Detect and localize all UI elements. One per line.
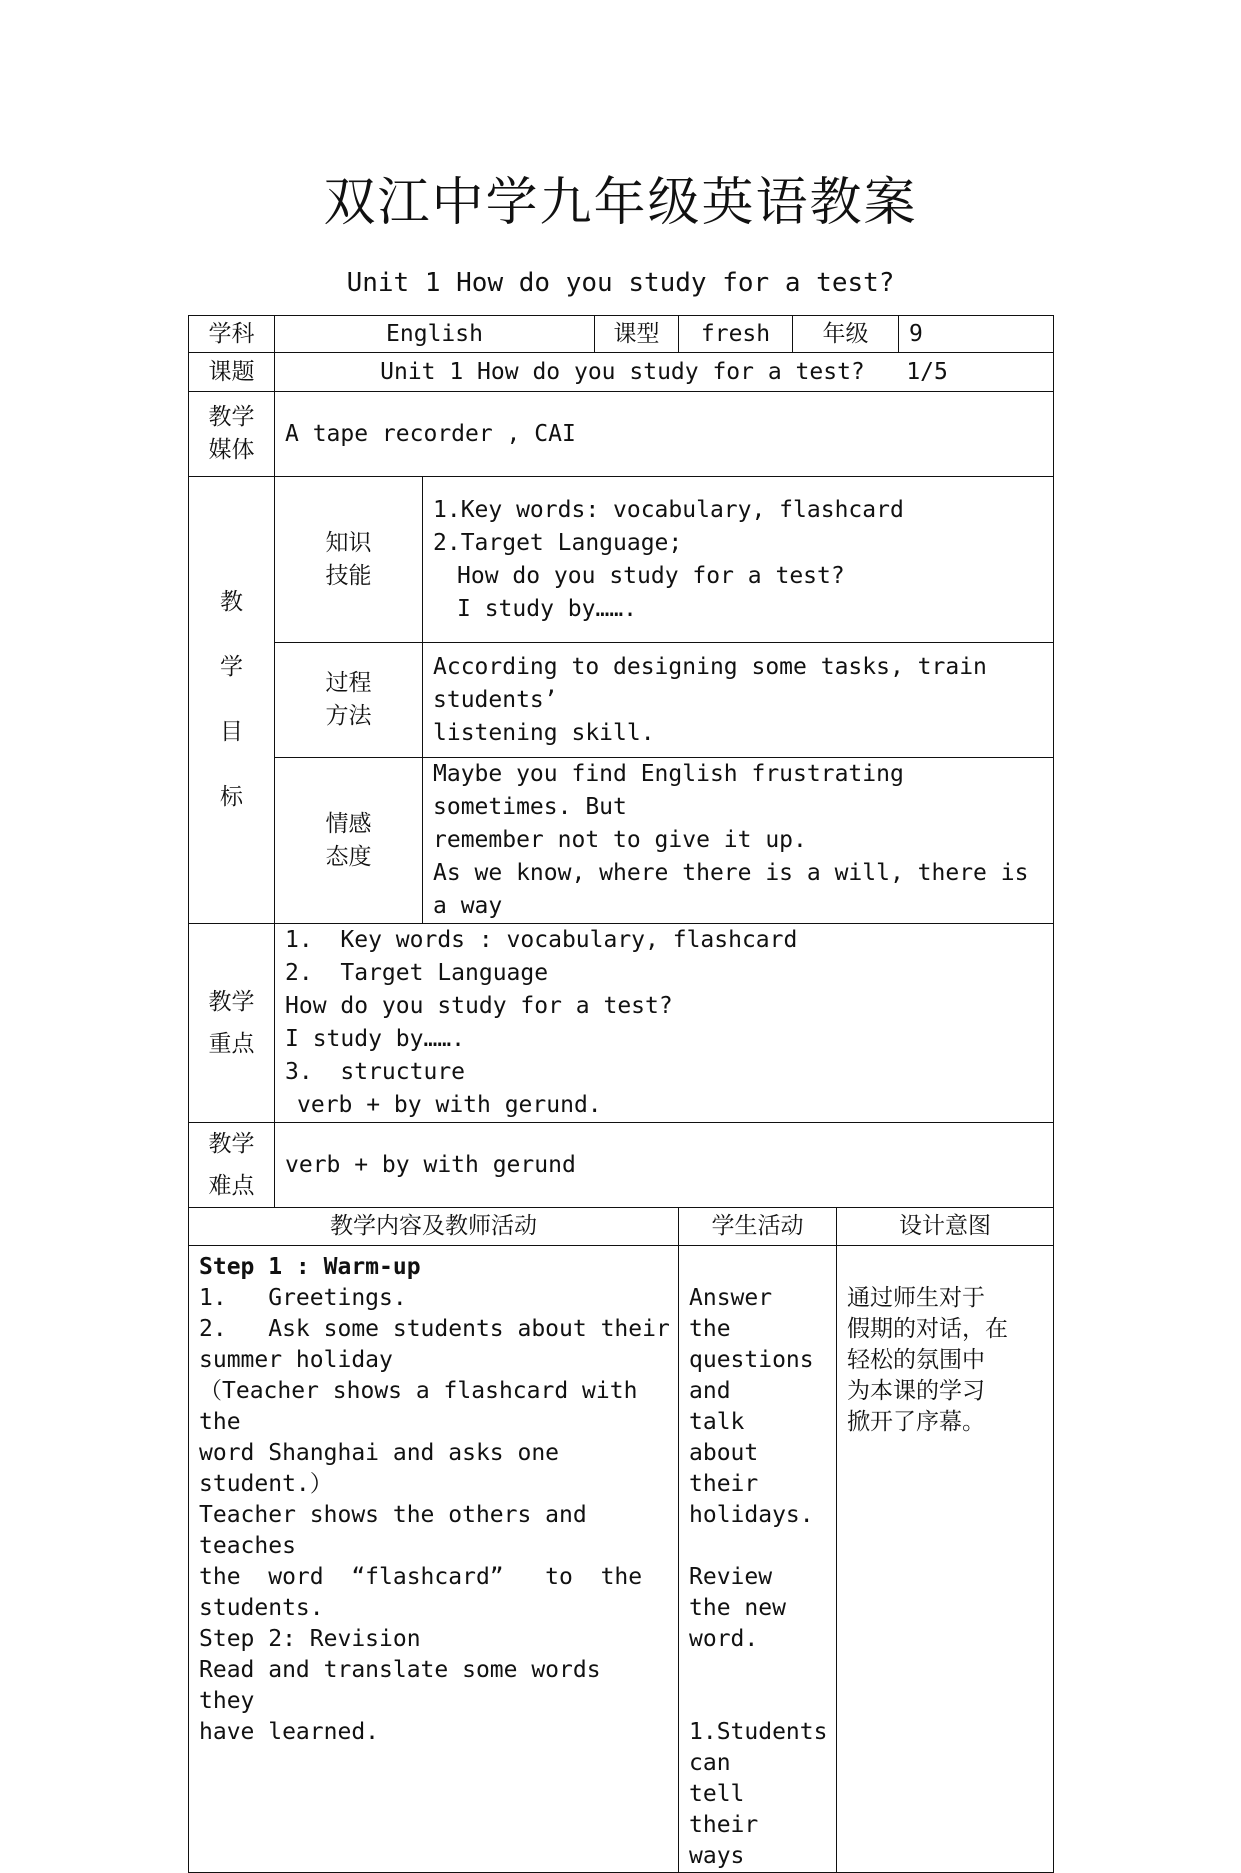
page-subtitle: Unit 1 How do you study for a test? [346, 268, 895, 298]
topic-row [189, 353, 1054, 392]
media-row [189, 392, 1054, 477]
key-points-row [189, 924, 1054, 1123]
type-value: fresh [679, 316, 793, 353]
topic-value: Unit 1 How do you study for a test? 1/5 [275, 353, 1054, 392]
process-content: According to designing some tasks, train students’ listening skill. [423, 643, 1054, 758]
objective-knowledge-row [189, 477, 1054, 643]
objectives-label: 教 学 目 标 [189, 477, 275, 924]
grade-label: 年级 [793, 316, 899, 353]
student-activity-header: 学生活动 [679, 1208, 837, 1246]
key-points-label: 教学 重点 [189, 924, 275, 1123]
activities-row [189, 1246, 1054, 1873]
lesson-plan-table [188, 315, 1054, 1873]
grade-value: 9 [899, 316, 1054, 353]
emotion-content: Maybe you find English frustrating sometimes. But remember not to give it up. As we know, where there is a will, there is a way [423, 758, 1054, 924]
info-row [189, 316, 1054, 353]
emotion-label: 情感 态度 [275, 758, 423, 924]
knowledge-label: 知识 技能 [275, 477, 423, 643]
difficulties-content: verb + by with gerund [275, 1123, 1054, 1208]
difficulties-row [189, 1123, 1054, 1208]
key-points-content: 1. Key words : vocabulary, flashcard 2. Target Language How do you study for a test? I study by……. 3. structure verb + by with gerund. [275, 924, 1054, 1123]
teacher-activity-header: 教学内容及教师活动 [189, 1208, 679, 1246]
page-title: 双江中学九年级英语教案 [323, 173, 918, 233]
subject-label: 学科 [189, 316, 275, 353]
process-label: 过程 方法 [275, 643, 423, 758]
topic-label: 课题 [189, 353, 275, 392]
type-label: 课型 [595, 316, 679, 353]
media-value: A tape recorder , CAI [275, 392, 1054, 477]
knowledge-content: 1.Key words: vocabulary, flashcard 2.Target Language; How do you study for a test? I study by……. [423, 477, 1054, 643]
design-intent-content: 通过师生对于 假期的对话，在 轻松的氛围中 为本课的学习 掀开了序幕。 [837, 1246, 1054, 1873]
teacher-activity-content: Step 1 : Warm-up 1. Greetings. 2. Ask some students about their summer holiday （Teacher shows a flashcard with the word Shanghai and asks one student.） Teacher shows the others and teaches the word “flashcard” to the students. Step 2: Revision Read and translate some words they have learned. [189, 1246, 679, 1873]
objective-process-row [189, 643, 1054, 758]
objective-emotion-row [189, 758, 1054, 924]
student-activity-content: Answer the questions and talk about their holidays. Review the new word. 1.Students can tell their ways [679, 1246, 837, 1873]
subject-value: English [275, 316, 595, 353]
activities-header-row [189, 1208, 1054, 1246]
difficulties-label: 教学 难点 [189, 1123, 275, 1208]
media-label: 教学 媒体 [189, 392, 275, 477]
design-intent-header: 设计意图 [837, 1208, 1054, 1246]
